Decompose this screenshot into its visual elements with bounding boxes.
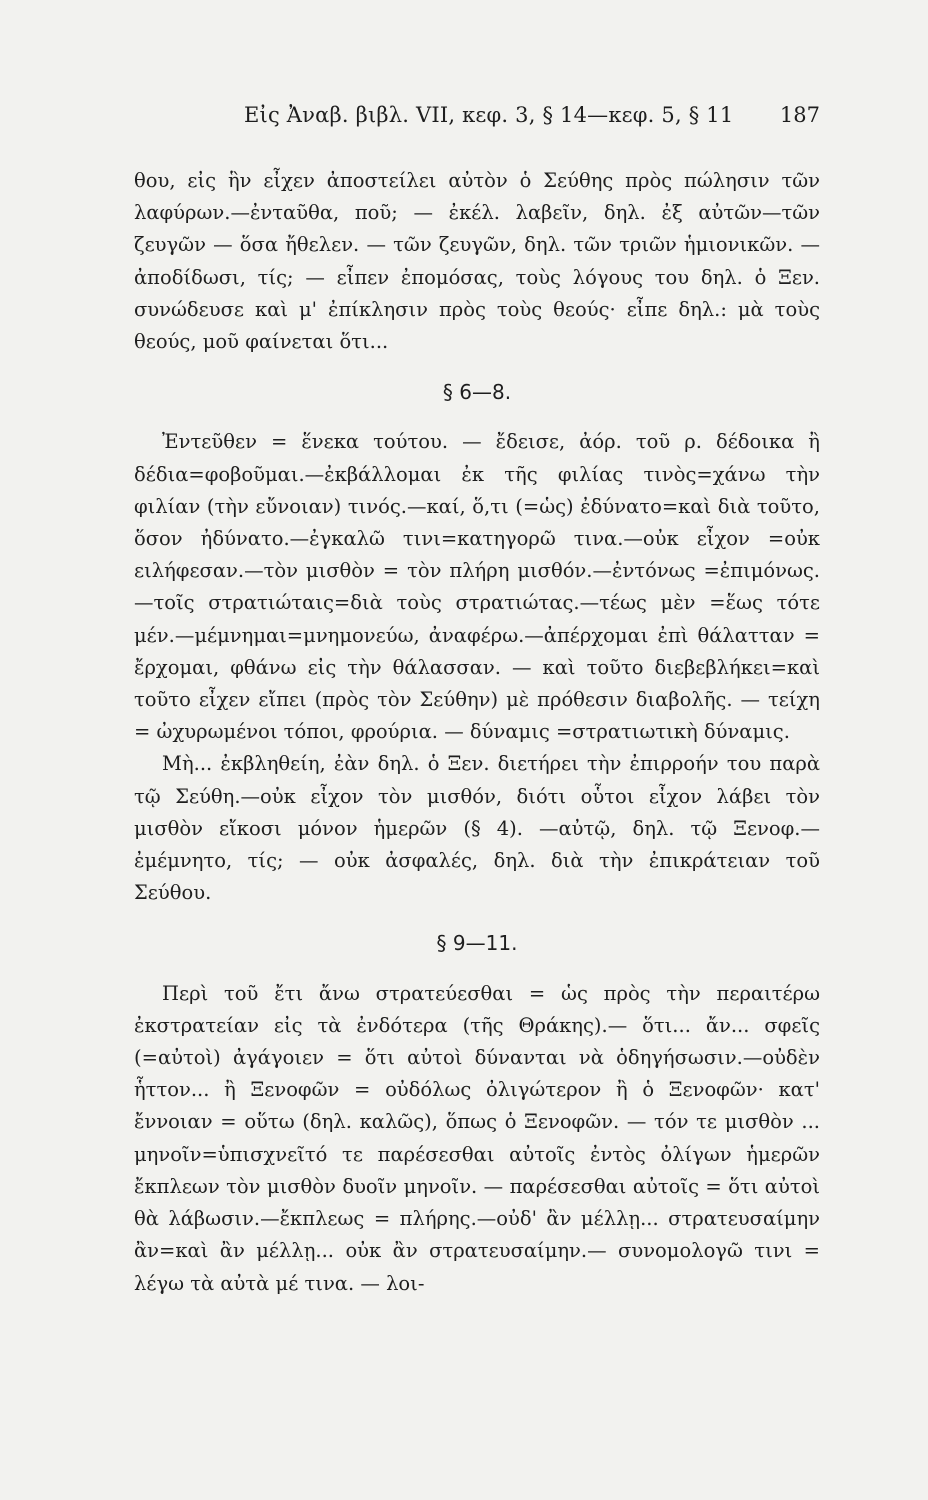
section-heading: § 6—8. [442, 380, 512, 405]
page-body [134, 165, 820, 1300]
section-heading: § 9—11. [436, 931, 518, 956]
paragraph: Περὶ τοῦ ἔτι ἄνω στρατεύεσθαι = ὡς πρὸς τὴν περαιτέρω ἐκστρατείαν εἰς τὰ ἐνδότερα (τῆς Θράκης).— ὅτι... ἄν... σφεῖς (=αὐτοὶ) ἀγάγοιεν = ὅτι αὐτοὶ δύνανται νὰ ὁδηγήσωσιν.—οὐδὲν ἧττον... ἢ Ξενοφῶν = οὐδόλως ὀλιγώτερον ἢ ὁ Ξενοφῶν· κατ' ἔννοιαν = οὕτω (δηλ. καλῶς), ὅπως ὁ Ξενοφῶν. — τόν τε μισθὸν ... μηνοῖν=ὑπισχνεῖτό τε παρέσεσθαι αὐτοῖς ἐντὸς ὀλίγων ἡμερῶν ἔκπλεων τὸν μισθὸν δυοῖν μηνοῖν. — παρέσεσθαι αὐτοῖς = ὅτι αὐτοὶ θὰ λάβωσιν.—ἔκπλεως = πλήρης.—οὐδ' ἂν μέλλῃ... στρατευσαίμην ἂν=καὶ ἂν μέλλῃ... οὐκ ἂν στρατευσαίμην.— συνομολογῶ τινι = λέγω τὰ αὐτὰ μέ τινα. — λοι- [134, 981, 820, 1295]
header-title: Εἰς Ἀναβ. βιβλ. VII, κεφ. 3, § 14—κεφ. 5, § 11 [244, 103, 734, 127]
page-number: 187 [779, 103, 820, 127]
paragraph-continuation: θου, εἰς ἣν εἶχεν ἀποστείλει αὐτὸν ὁ Σεύθης πρὸς πώλησιν τῶν λαφύρων.—ἐνταῦθα, ποῦ; — ἐκέλ. λαβεῖν, δηλ. ἐξ αὐτῶν—τῶν ζευγῶν — ὅσα ἤθελεν. — τῶν ζευγῶν, δηλ. τῶν τριῶν ἡμιονικῶν. — ἀποδίδωσι, τίς; — εἶπεν ἐπομόσας, τοὺς λόγους του δηλ. ὁ Ξεν. συνώδευσε καὶ μ' ἐπίκλησιν πρὸς τοὺς θεούς· εἶπε δηλ.: μὰ τοὺς θεούς, μοῦ φαίνεται ὅτι... [134, 169, 820, 354]
paragraph: Ἐντεῦθεν = ἕνεκα τούτου. — ἔδεισε, ἀόρ. τοῦ ρ. δέδοικα ἢ δέδια=φοβοῦμαι.—ἐκβάλλομαι ἐκ τῆς φιλίας τινὸς=χάνω τὴν φιλίαν (τὴν εὔνοιαν) τινός.—καί, ὅ,τι (=ὡς) ἐδύνατο=καὶ διὰ τοῦτο, ὅσον ἠδύνατο.—ἐγκαλῶ τινι=κατηγορῶ τινα.—οὐκ εἶχον =οὐκ ειλήφεσαν.—τὸν μισθὸν = τὸν πλήρη μισθόν.—ἐντόνως =ἐπιμόνως.—τοῖς στρατιώταις=διὰ τοὺς στρατιώτας.—τέως μὲν =ἕως τότε μέν.—μέμνημαι=μνημονεύω, ἀναφέρω.—ἀπέρχομαι ἐπὶ θάλατταν = ἔρχομαι, φθάνω εἰς τὴν θάλασσαν. — καὶ τοῦτο διεβεβλήκει=καὶ τοῦτο εἶχεν εἴπει (πρὸς τὸν Σεύθην) μὲ πρόθεσιν διαβολῆς. — τείχη = ὠχυρωμένοι τόποι, φρούρια. — δύναμις =στρατιωτικὴ δύναμις. [134, 430, 820, 744]
running-header [134, 103, 820, 133]
paragraph: Μὴ... ἐκβληθείη, ἐὰν δηλ. ὁ Ξεν. διετήρει τὴν ἐπιρροήν του παρὰ τῷ Σεύθη.—οὐκ εἶχον τὸν μισθόν, διότι οὗτοι εἶχον λάβει τὸν μισθὸν εἴκοσι μόνον ἡμερῶν (§ 4). —αὐτῷ, δηλ. τῷ Ξενοφ.— ἐμέμνητο, τίς; — οὐκ ἀσφαλές, δηλ. διὰ τὴν ἐπικράτειαν τοῦ Σεύθου. [134, 752, 820, 905]
